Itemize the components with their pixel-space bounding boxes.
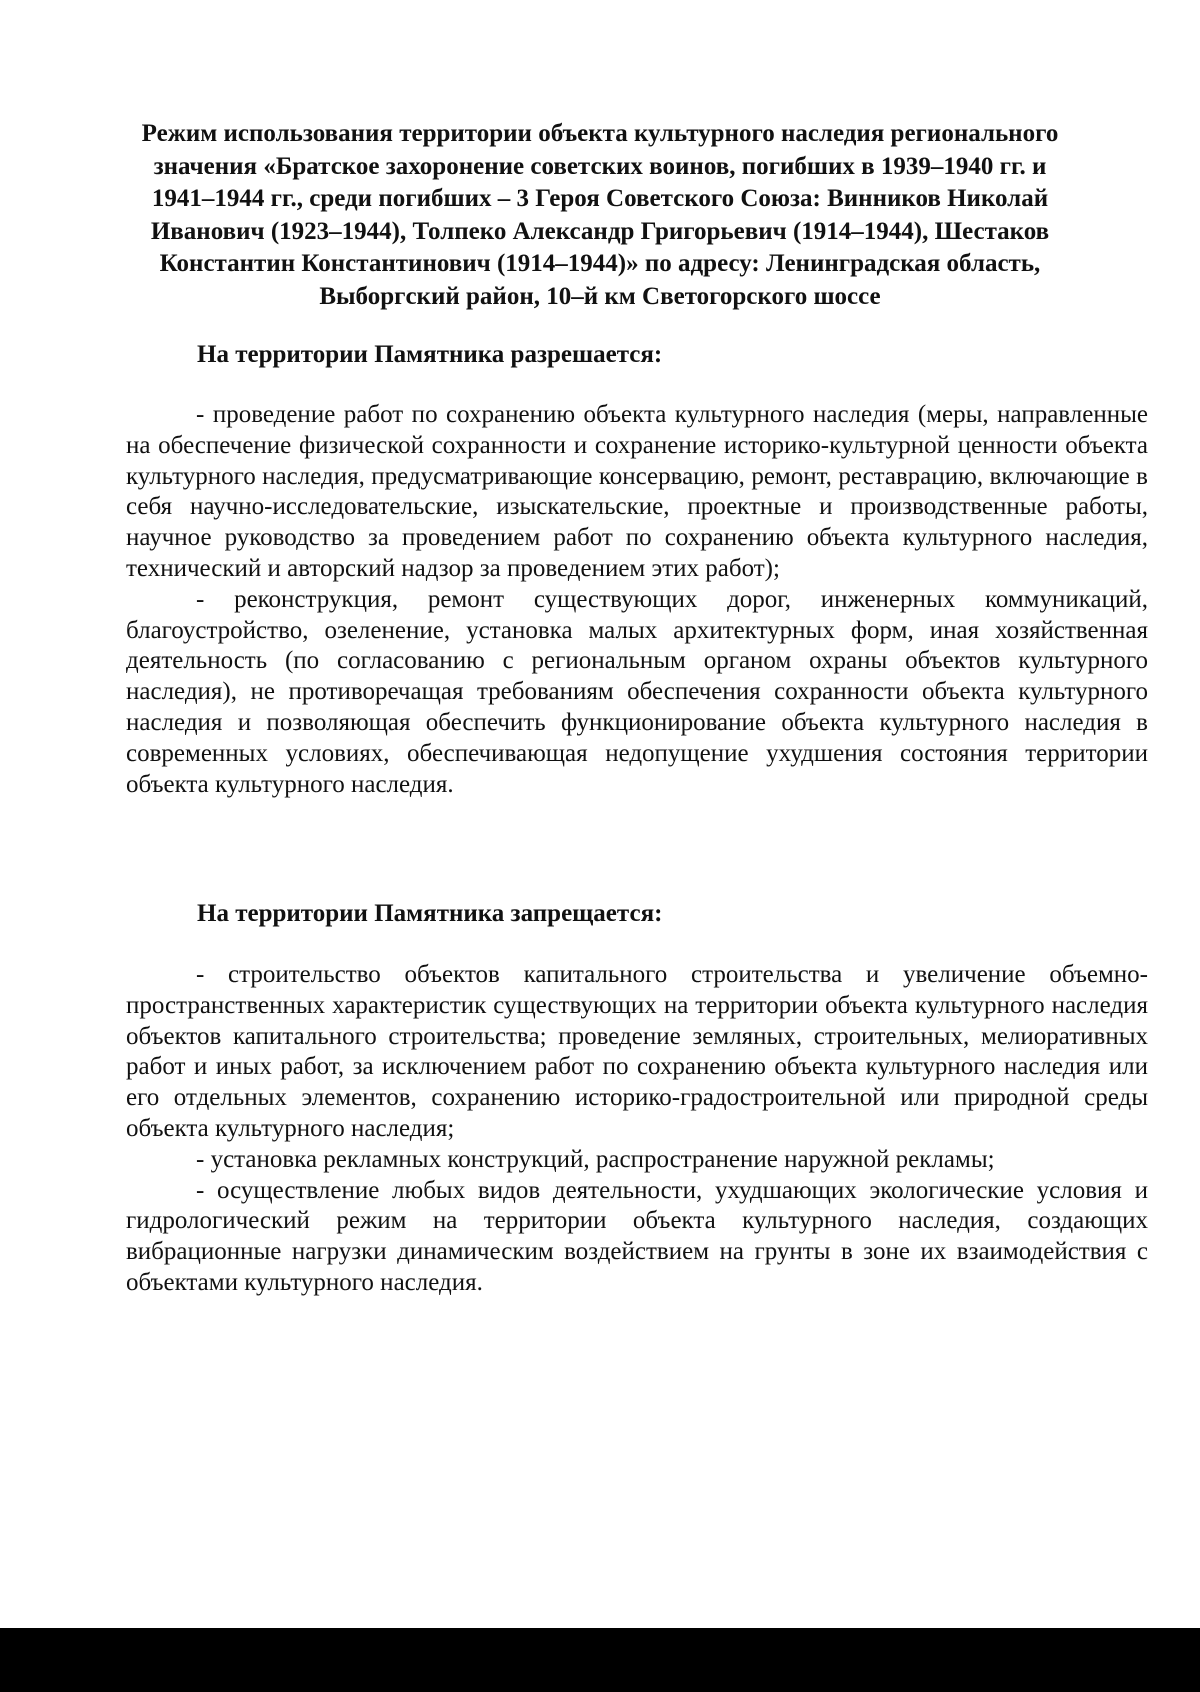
forbidden-heading: На территории Памятника запрещается: <box>197 900 663 927</box>
allowed-item: - проведение работ по сохранению объекта культурного наследия (меры, направленные на обеспечение физической сохранности и сохранение историко-культурной ценности объекта культурного наследия, предусматривающие консервацию, ремонт, реставрацию, включающие в себя научно-исследовательские, изыскательские, проектные и производственные работы, научное руководство за проведением работ по сохранению объекта культурного наследия, технический и авторский надзор за проведением этих работ); <box>126 401 1148 582</box>
allowed-list <box>126 400 1148 800</box>
document-title: Режим использования территории объекта культурного наследия регионального значения «Братское захоронение советских воинов, погибших в 1939–1940 гг. и 1941–1944 гг., среди погибших – 3 Героя Советского Союза: Винников Николай Иванович (1923–1944), Толпеко Александр Григорьевич (1914–1944), Шестаков Константин Константинович (1914–1944)» по адресу: Ленинградская область, Выборгский район, 10–й км Светогорского шоссе <box>141 120 1059 310</box>
scan-bottom-edge <box>0 1628 1200 1692</box>
forbidden-item: - осуществление любых видов деятельности, ухудшающих экологические условия и гидрологический режим на территории объекта культурного наследия, создающих вибрационные нагрузки динамическим воздействием на грунты в зоне их взаимодействия с объектами культурного наследия. <box>126 1176 1148 1296</box>
allowed-item: - реконструкция, ремонт существующих дорог, инженерных коммуникаций, благоустройство, озеленение, установка малых архитектурных форм, иная хозяйственная деятельность (по согласованию с региональным органом охраны объектов культурного наследия), не противоречащая требованиям обеспечения сохранности объекта культурного наследия и позволяющая обеспечить функционирование объекта культурного наследия в современных условиях, обеспечивающая недопущение ухудшения состояния территории объекта культурного наследия. <box>126 585 1148 798</box>
forbidden-item: - строительство объектов капитального строительства и увеличение объемно-пространственных характеристик существующих на территории объекта культурного наследия объектов капитального строительства; проведение земляных, строительных, мелиоративных работ и иных работ, за исключением работ по сохранению объекта культурного наследия или его отдельных элементов, сохранению историко-градостроительной или природной среды объекта культурного наследия; <box>126 961 1148 1142</box>
forbidden-list <box>126 960 1148 1299</box>
allowed-heading: На территории Памятника разрешается: <box>197 341 663 368</box>
forbidden-item: - установка рекламных конструкций, распространение наружной рекламы; <box>196 1145 995 1173</box>
